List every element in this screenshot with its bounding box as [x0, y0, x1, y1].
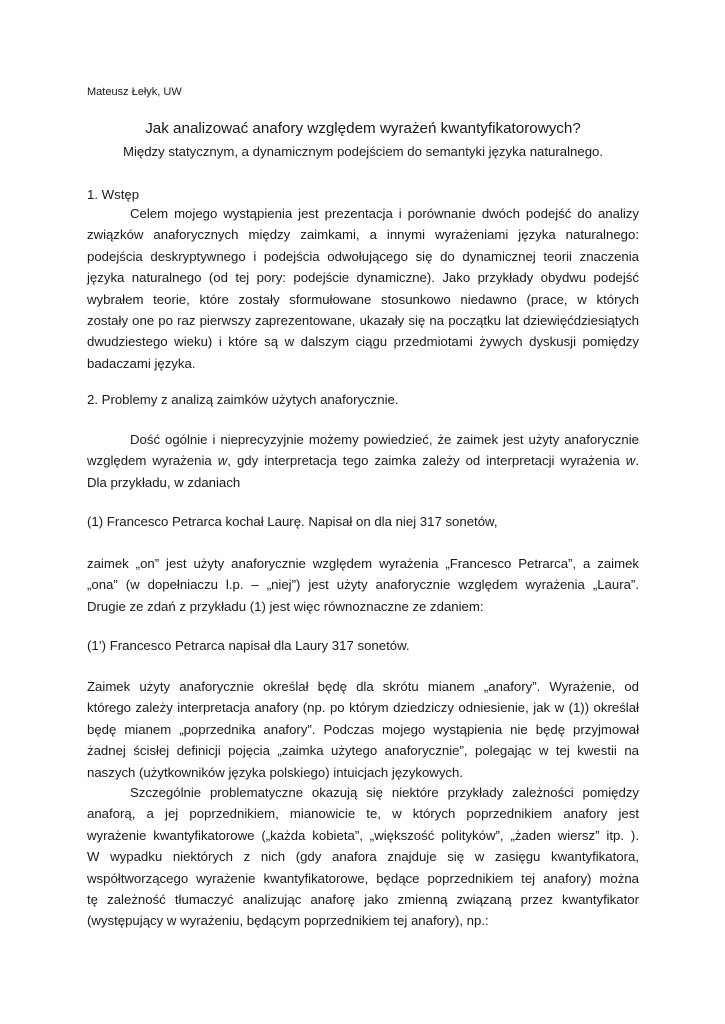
text-line: anaforą, a jej poprzednikiem, mianowicie te, w których poprzednikiem anafory jest: [87, 806, 639, 822]
example-1-prime: [87, 635, 639, 656]
text-line: badaczami języka.: [87, 355, 196, 371]
text-line: względem wyrażenia w, gdy interpretacja tego zaimka zależy od interpretacji wyrażenia w.: [87, 453, 639, 469]
paper-subtitle: Między statycznym, a dynamicznym podejściem do semantyki języka naturalnego.: [122, 144, 604, 159]
text-line: współtworzącego wyrażenie kwantyfikatorowe, będące poprzednikiem tej anafory) można: [87, 870, 639, 886]
text-line: żadnej ścisłej definicji pojęcia „zaimka użytego anaforycznie”, polegając w tej kwestii na: [87, 743, 639, 759]
text-line: dwudziestego wieku) i które są w dalszym ciągu przedmiotami żywych dyskusji pomiędzy: [87, 334, 639, 350]
section-heading-intro: 1. Wstęp: [87, 187, 140, 202]
paragraph-intro: [87, 203, 639, 374]
text-line: zaimek „on” jest użyty anaforycznie względem wyrażenia „Francesco Petrarca”, a zaimek: [87, 556, 639, 571]
paper-title: Jak analizować anafory względem wyrażeń kwantyfikatorowych?: [145, 120, 581, 137]
text-line: „ona” (w dopełniaczu l.p. – „niej”) jest użyty anaforycznie względem wyrażenia „Laura”.: [87, 577, 639, 593]
text-line: Szczególnie problematyczne okazują się niektóre przykłady zależności pomiędzy: [130, 785, 639, 800]
paragraph-definition: [87, 429, 639, 493]
text-line: Dla przykładu, w zdaniach: [87, 474, 241, 490]
example-1: [87, 511, 639, 532]
text-line: (1’) Francesco Petrarca napisał dla Laury 317 sonetów.: [87, 638, 410, 653]
text-line: Dość ogólnie i nieprecyzyjnie możemy powiedzieć, że zaimek jest użyty anaforycznie: [130, 432, 639, 447]
text-line: wybrałem teorie, które zostały sformułowane stosunkowo niedawno (prace, w których: [87, 291, 639, 307]
author-line: Mateusz Łełyk, UW: [87, 86, 182, 98]
section-heading-problems: 2. Problemy z analizą zaimków użytych anaforycznie.: [87, 392, 399, 407]
text-line: którego zależy interpretacja anafory (np. po którym dziedziczy odniesienie, jak w (1)) określał: [87, 700, 639, 716]
text-line: W wypadku niektórych z nich (gdy anafora znajduje się w zasięgu kwantyfikatora,: [87, 849, 639, 865]
text-line: Drugie ze zdań z przykładu (1) jest więc równoznaczne ze zdaniem:: [87, 598, 484, 614]
text-line: zostały one po raz pierwszy zaprezentowane, ukazały się na początku lat dziewięćdziesiątych: [87, 312, 639, 328]
text-line: podejścia deskryptywnego i podejścia odwołującego się do dynamicznej teorii znaczenia: [87, 248, 639, 264]
text-line: (1) Francesco Petrarca kochał Laurę. Napisał on dla niej 317 sonetów,: [87, 514, 498, 529]
text-line: języka naturalnego (od tej pory: podejście dynamiczne). Jako przykłady obydwu podejść: [87, 270, 639, 286]
text-line: Celem mojego wystąpienia jest prezentacja i porównanie dwóch podejść do analizy: [130, 206, 639, 221]
text-line: związków anaforycznych między zaimkami, a innymi wyrażeniami języka naturalnego:: [87, 227, 639, 243]
paragraph-explanation: [87, 553, 639, 617]
paragraph-terminology: [87, 676, 639, 783]
text-line: naszych (użytkowników języka polskiego) intuicjach językowych.: [87, 764, 463, 780]
text-line: tę zależność tłumaczyć analizując anaforę jako zmienną związaną przez kwantyfikator: [87, 891, 639, 907]
text-line: (występujący w wyrażeniu, będącym poprzednikiem tej anafory), np.:: [87, 913, 489, 929]
text-line: będę mianem „poprzednika anafory”. Podczas mojego wystąpienia nie będę przyjmował: [87, 721, 639, 737]
paragraph-quantifiers: [87, 782, 639, 932]
text-line: Zaimek użyty anaforycznie określał będę dla skrótu mianem „anafory”. Wyrażenie, od: [87, 679, 639, 694]
text-line: wyrażenie kwantyfikatorowe („każda kobieta”, „większość polityków”, „żaden wiersz” itp. ).: [87, 827, 639, 843]
